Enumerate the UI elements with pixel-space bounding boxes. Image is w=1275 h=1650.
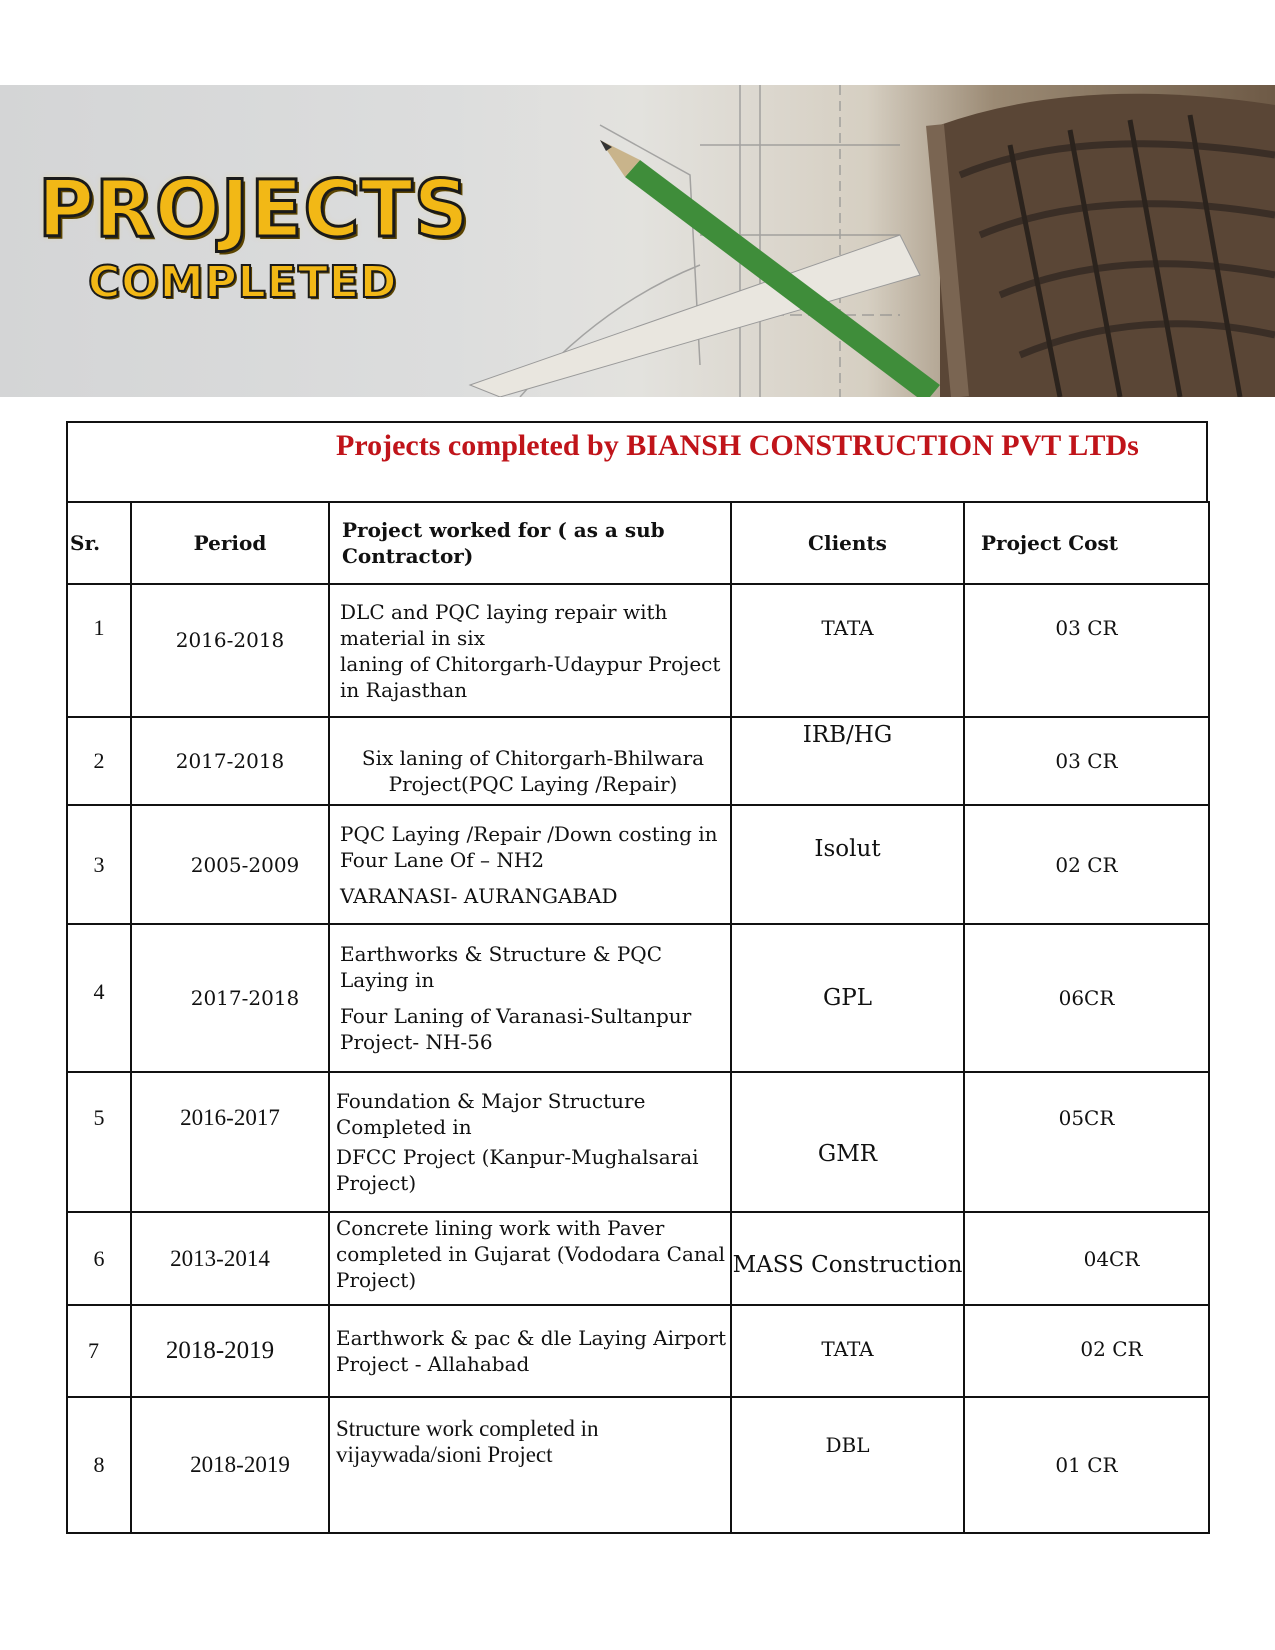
row-period: 2016-2017 — [131, 1072, 329, 1212]
row-client: IRB/HG — [731, 717, 964, 805]
row-period: 2013-2014 — [131, 1212, 329, 1305]
row-period: 2017-2018 — [131, 924, 329, 1072]
row-period: 2018-2019 — [131, 1397, 329, 1533]
row-period: 2016-2018 — [131, 584, 329, 717]
row-project-line: VARANASI- AURANGABAD — [340, 883, 618, 908]
table-row — [67, 1072, 1209, 1212]
row-sr: 6 — [67, 1212, 131, 1305]
row-project — [329, 1212, 731, 1305]
row-sr: 3 — [67, 805, 131, 924]
table-row — [67, 924, 1209, 1072]
table-row — [67, 1212, 1209, 1305]
row-period: 2005-2009 — [131, 805, 329, 924]
row-project-line: laning of Chitorgarh-Udaypur Project in Rajasthan — [340, 651, 721, 702]
table-header-row — [67, 502, 1209, 584]
row-project-line: PQC Laying /Repair /Down costing in Four Lane Of – NH2 — [340, 821, 718, 872]
row-cost: 03 CR — [964, 717, 1209, 805]
row-client: Isolut — [731, 805, 964, 924]
row-project — [329, 1072, 731, 1212]
row-cost: 06CR — [964, 924, 1209, 1072]
row-project-line: DLC and PQC laying repair with material in six — [340, 599, 668, 650]
table-title-row — [66, 421, 1208, 501]
row-project — [329, 805, 731, 924]
row-project-line: Foundation & Major Structure Completed in — [336, 1089, 646, 1139]
row-sr: 5 — [67, 1072, 131, 1212]
table-row — [67, 805, 1209, 924]
logo-completed-text: COMPLETED — [88, 257, 398, 308]
row-client: GPL — [731, 924, 964, 1072]
row-project-line: Four Laning of Varanasi-Sultanpur Project- NH-56 — [340, 1004, 692, 1054]
row-sr: 8 — [67, 1397, 131, 1533]
row-cost: 01 CR — [964, 1397, 1209, 1533]
table-row — [67, 1305, 1209, 1397]
table-row — [67, 717, 1209, 805]
header-clients: Clients — [731, 502, 964, 584]
row-sr: 2 — [67, 717, 131, 805]
table-row — [67, 584, 1209, 717]
row-project-line: Earthwork & pac & dle Laying Airport Project - Allahabad — [336, 1326, 726, 1376]
row-period: 2017-2018 — [131, 717, 329, 805]
banner-image — [0, 85, 1275, 397]
header-sr: Sr. — [67, 502, 131, 584]
row-sr: 4 — [67, 924, 131, 1072]
row-client: TATA — [731, 1305, 964, 1397]
row-project — [329, 1305, 731, 1397]
projects-table — [66, 501, 1210, 1534]
row-cost: 04CR — [964, 1212, 1209, 1305]
row-client: DBL — [731, 1397, 964, 1533]
row-sr: 1 — [67, 584, 131, 717]
row-cost: 02 CR — [964, 1305, 1209, 1397]
row-project — [329, 924, 731, 1072]
row-project-line: DFCC Project (Kanpur-Mughalsarai Project) — [336, 1145, 699, 1195]
row-sr: 7 — [67, 1305, 131, 1397]
row-project — [329, 584, 731, 717]
header-cost: Project Cost — [964, 502, 1209, 584]
row-project — [329, 717, 731, 805]
logo-projects-text: PROJECTS — [38, 165, 470, 255]
row-client: GMR — [731, 1072, 964, 1212]
row-period: 2018-2019 — [131, 1305, 329, 1397]
row-project-line: Earthworks & Structure & PQC Laying in — [340, 942, 662, 992]
row-project-line: Concrete lining work with Paver completed in Gujarat (Vododara Canal Project) — [336, 1216, 726, 1292]
row-client: TATA — [731, 584, 964, 717]
row-cost: 02 CR — [964, 805, 1209, 924]
row-project-line: Structure work completed in vijaywada/sioni Project — [336, 1416, 599, 1467]
page-title: Projects completed by BIANSH CONSTRUCTION PVT LTDs — [336, 429, 1139, 462]
row-project-line: Six laning of Chitorgarh-Bhilwara Project(PQC Laying /Repair) — [361, 746, 705, 796]
table-row — [67, 1397, 1209, 1533]
row-cost: 05CR — [964, 1072, 1209, 1212]
row-cost: 03 CR — [964, 584, 1209, 717]
header-period: Period — [131, 502, 329, 584]
row-project — [329, 1397, 731, 1533]
row-client: MASS Construction — [731, 1212, 964, 1305]
header-project: Project worked for ( as a sub Contractor) — [329, 502, 731, 584]
